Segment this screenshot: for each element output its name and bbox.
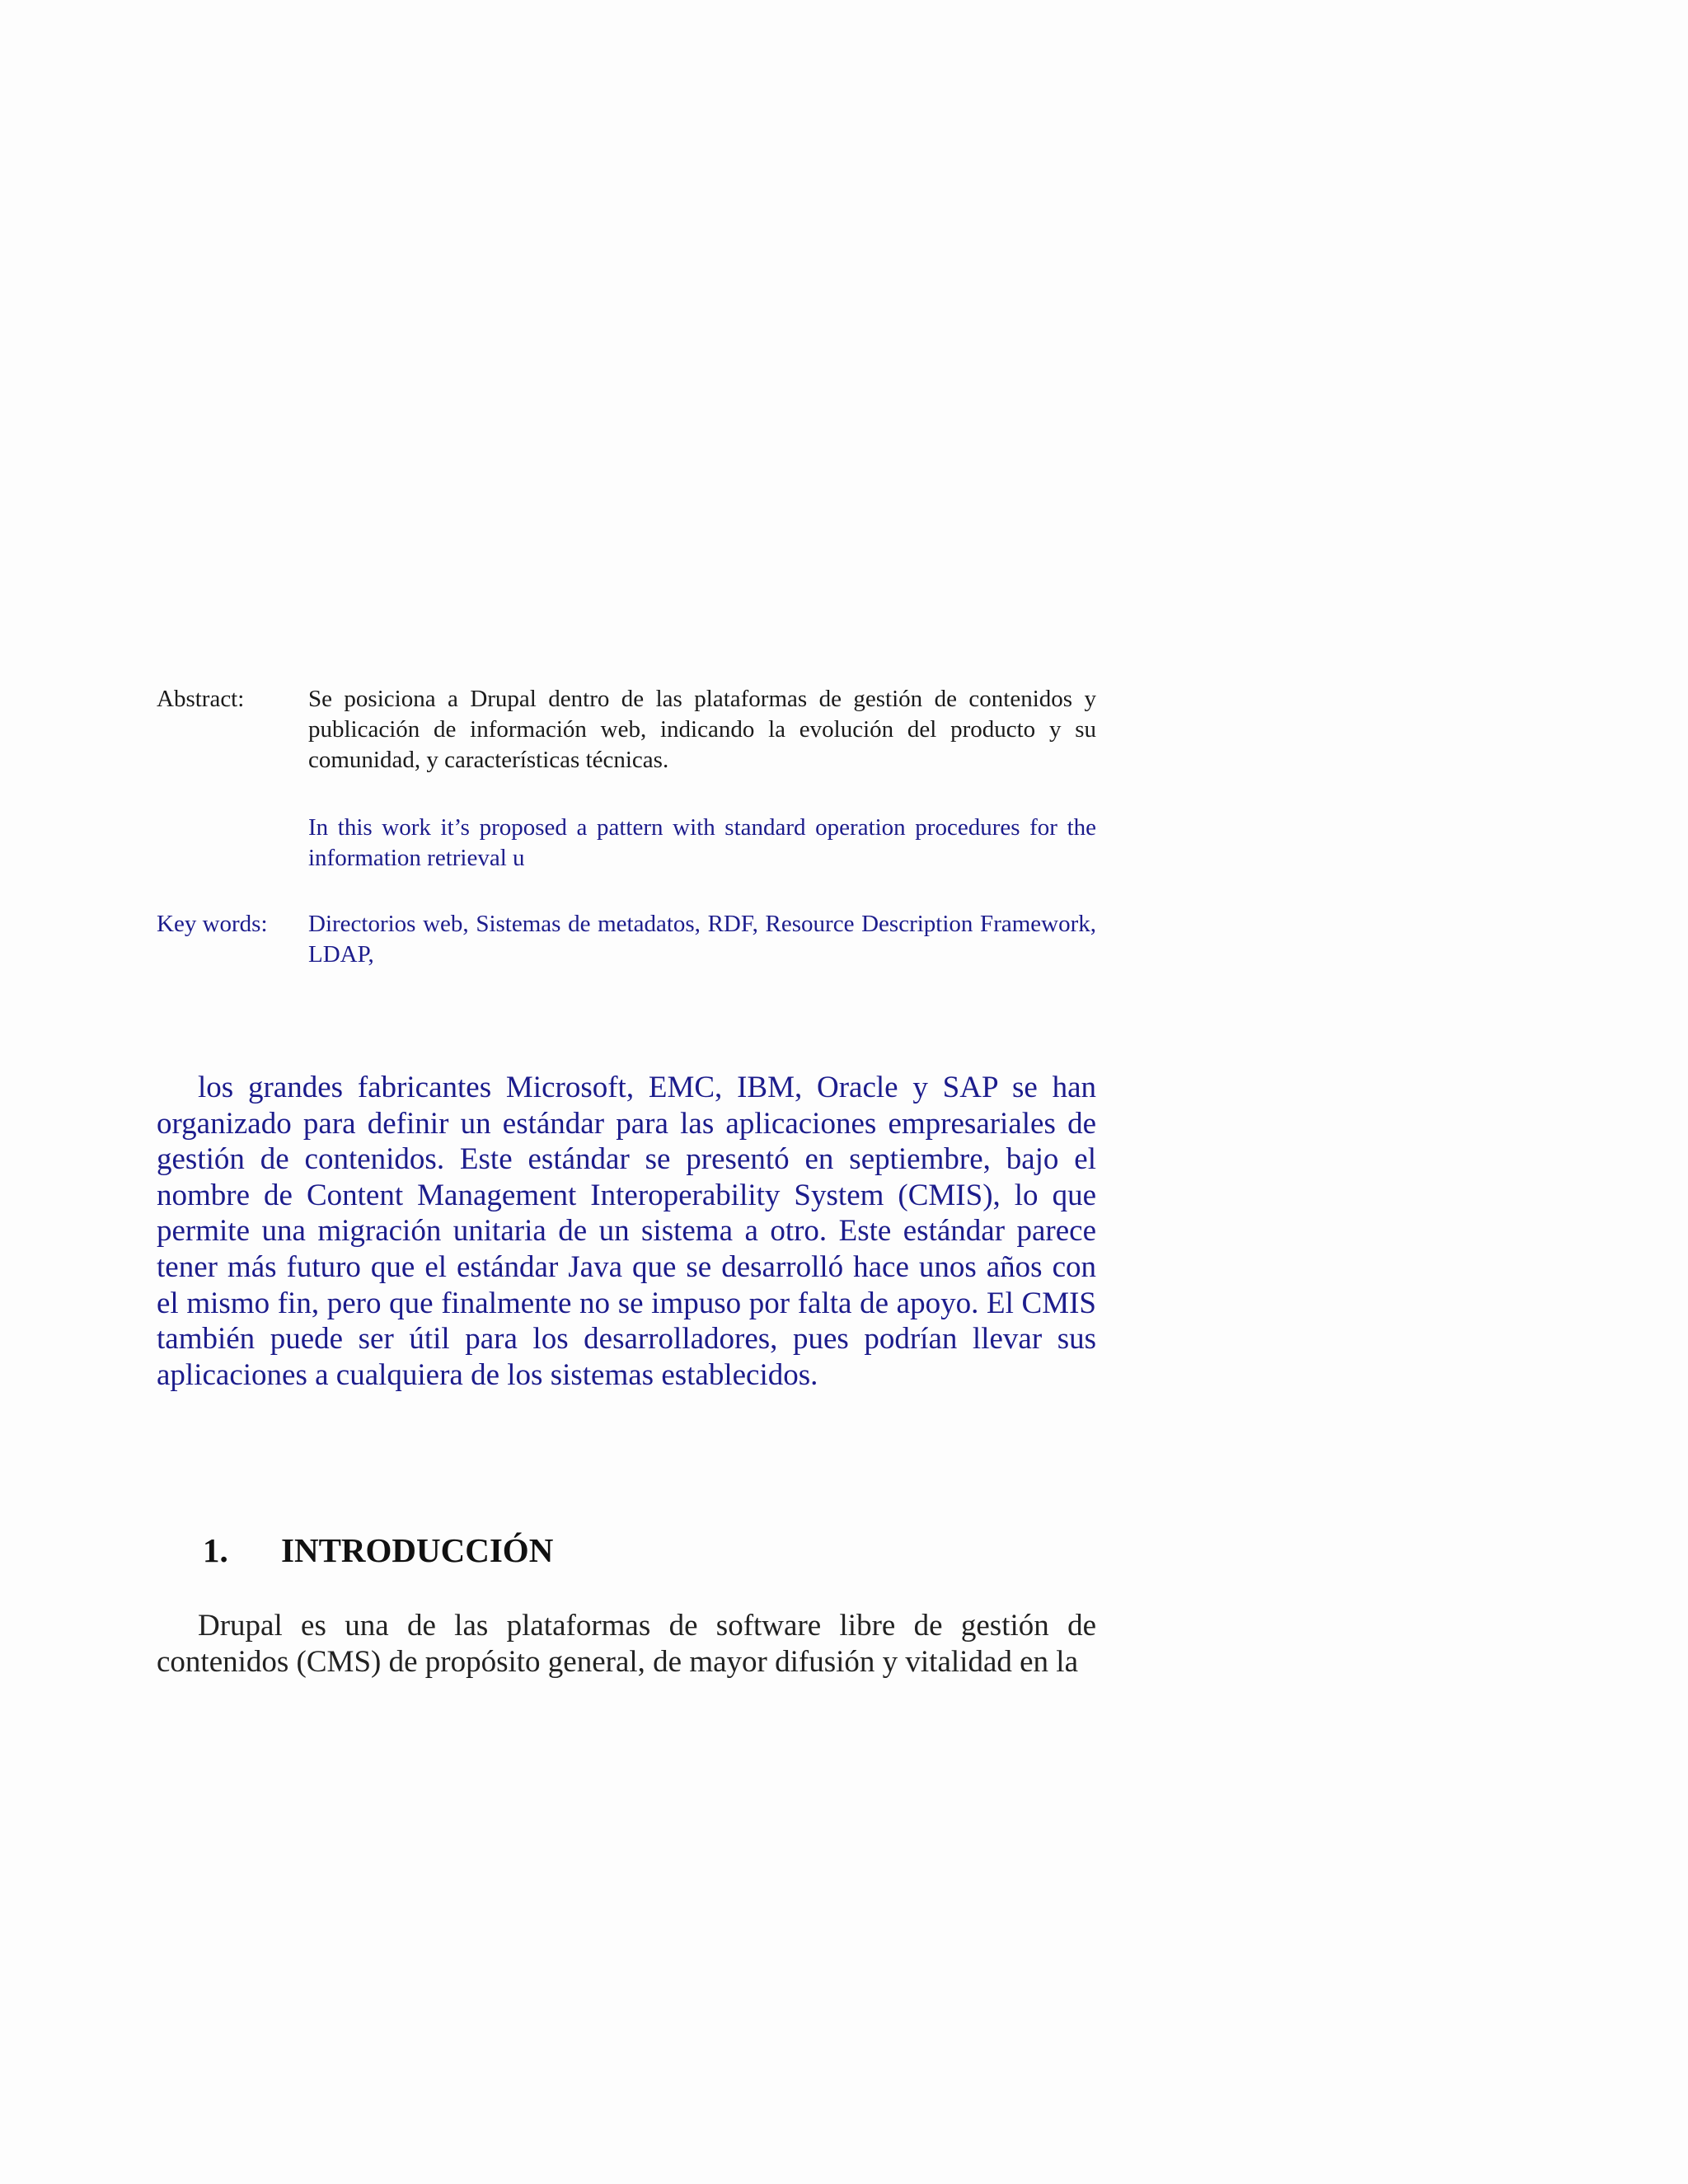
- abstract-text-es: Se posiciona a Drupal dentro de las plataformas de gestión de contenidos y publicación de información web, indicando la evolución del producto y su comunidad, y características técnicas.: [308, 686, 1096, 773]
- keywords-label: Key words:: [157, 911, 268, 937]
- cmis-paragraph: los grandes fabricantes Microsoft, EMC, IBM, Oracle y SAP se han organizado para definir un estándar para las aplicaciones empresariales de gestión de contenidos. Este estándar se presentó en septiembre, bajo el nombre de Content Management Interoperability System (CMIS), lo que permite una migración unitaria de un sistema a otro. Este estándar parece tener más futuro que el estándar Java que se desarrolló hace unos años con el mismo fin, pero que finalmente no se impuso por falta de apoyo. El CMIS también puede ser útil para los desarrolladores, pues podrían llevar sus aplicaciones a cualquiera de los sistemas establecidos.: [157, 1071, 1096, 1392]
- section-heading: [203, 1530, 553, 1570]
- abstract-text-en: In this work it’s proposed a pattern with standard operation procedures for the information retrieval u: [308, 814, 1096, 871]
- intro-paragraph: Drupal es una de las plataformas de software libre de gestión de contenidos (CMS) de propósito general, de mayor difusión y vitalidad en la: [157, 1609, 1096, 1679]
- abstract-label: Abstract:: [157, 686, 245, 712]
- section-title: INTRODUCCIÓN: [281, 1531, 554, 1569]
- section-number: 1.: [203, 1531, 228, 1569]
- keywords-text: Directorios web, Sistemas de metadatos, RDF, Resource Description Framework, LDAP,: [308, 911, 1096, 968]
